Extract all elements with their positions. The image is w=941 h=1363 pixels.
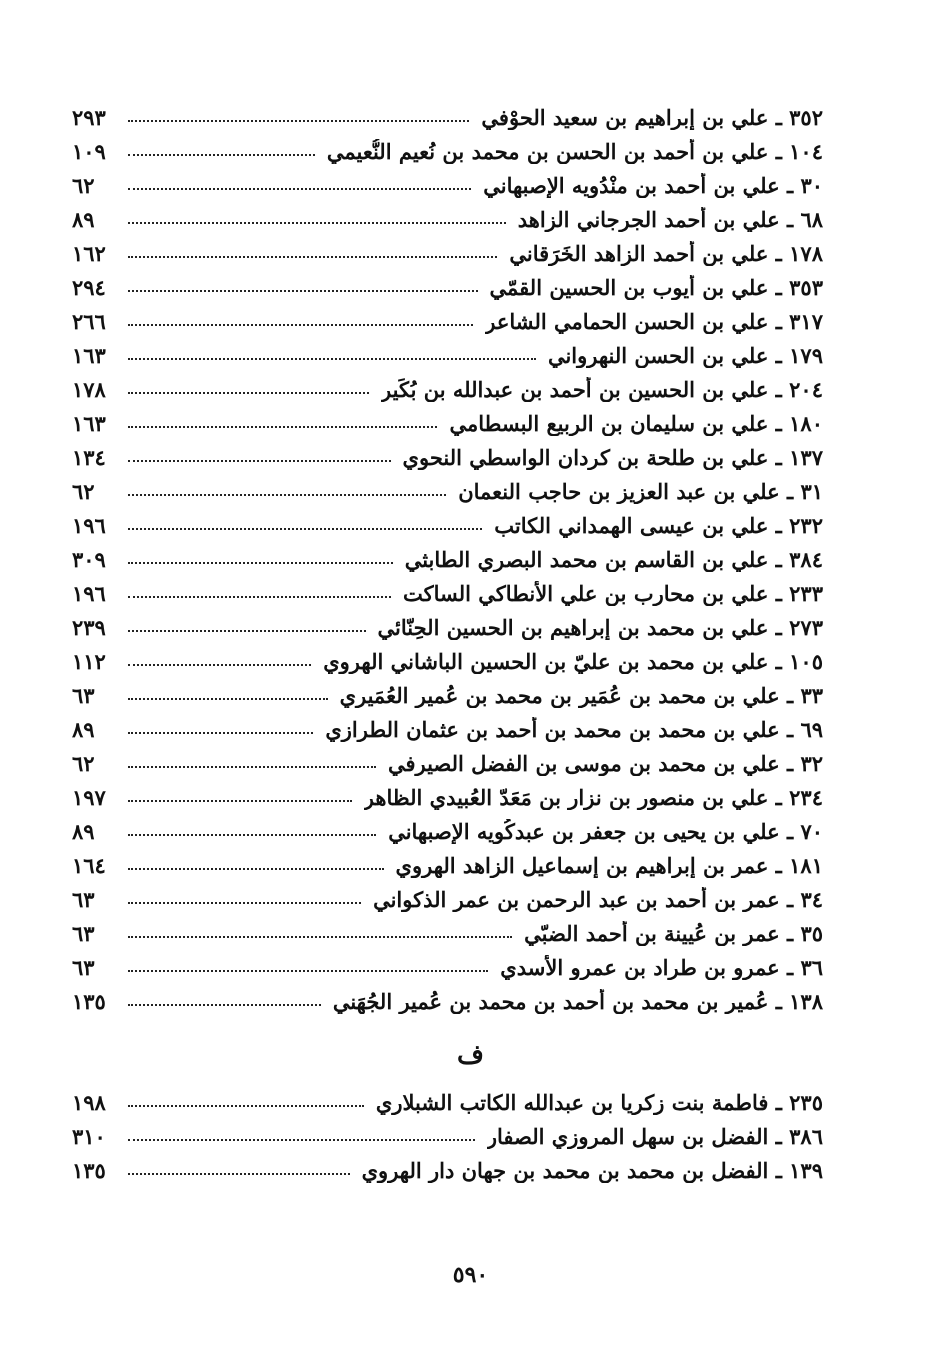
entry-label: ٣٥ ـ عمر بن عُيينة بن أحمد الضبّي xyxy=(524,920,823,946)
entry-page-number: ٣٠٩ xyxy=(72,546,106,572)
entry-page-number: ٦٢ xyxy=(72,750,95,776)
index-entry-row xyxy=(72,1119,823,1153)
entry-page-number: ٢٣٩ xyxy=(72,614,106,640)
entry-page-number: ٦٣ xyxy=(72,954,95,980)
entry-label: ٣١ ـ علي بن عبد العزيز بن حاجب النعمان xyxy=(458,478,823,504)
entry-label: ٣١٧ ـ علي بن الحسن الحمامي الشاعر xyxy=(485,308,823,334)
entry-label: ٢٣٢ ـ علي بن عيسى الهمداني الكاتب xyxy=(494,512,823,538)
entry-label: ١٣٨ ـ عُمير بن محمد بن أحمد بن محمد بن عُمير الجُهَني xyxy=(332,988,823,1014)
entry-label: ٢٣٣ ـ علي بن محارب بن علي الأنطاكي الساكت xyxy=(403,580,823,606)
entry-label: ١٧٨ ـ علي بن أحمد الزاهد الخَرَقاني xyxy=(509,240,823,266)
entry-label: ٣٠ ـ علي بن أحمد بن منْدُويه الإصبهاني xyxy=(483,172,823,198)
index-entry-row xyxy=(72,134,823,168)
index-entry-row xyxy=(72,202,823,236)
dot-leader xyxy=(128,1139,475,1141)
entry-label: ٢٣٥ ـ فاطمة بنت زكريا بن عبدالله الكاتب الشبلاري xyxy=(375,1089,823,1115)
index-entries-list-fa xyxy=(72,1085,823,1187)
entry-label: ٢٣٤ ـ علي بن منصور بن نزار بن مَعَدّ العُبيدي الظاهر xyxy=(363,784,823,810)
dot-leader xyxy=(128,1105,364,1107)
entry-page-number: ١٦٢ xyxy=(72,240,106,266)
index-entry-row xyxy=(72,508,823,542)
entry-page-number: ٢٩٤ xyxy=(72,274,106,300)
index-entry-row xyxy=(72,746,823,780)
entry-label: ٣٤ ـ عمر بن أحمد بن عبد الرحمن بن عمر الذكواني xyxy=(373,886,823,912)
index-entry-row xyxy=(72,984,823,1018)
dot-leader xyxy=(128,902,361,904)
index-entry-row xyxy=(72,610,823,644)
entry-page-number: ٨٩ xyxy=(72,206,95,232)
dot-leader xyxy=(128,358,536,360)
index-entry-row xyxy=(72,542,823,576)
dot-leader xyxy=(128,222,506,224)
index-entry-row xyxy=(72,1153,823,1187)
entry-page-number: ١٣٥ xyxy=(72,1157,106,1183)
dot-leader xyxy=(128,630,366,632)
section-heading-letter: ف xyxy=(457,1040,484,1070)
entry-page-number: ٦٢ xyxy=(72,478,95,504)
entry-label: ٢٠٤ ـ علي بن الحسين بن أحمد بن عبدالله بن بُكَير xyxy=(381,376,823,402)
index-entry-row xyxy=(72,780,823,814)
entry-label: ٦٩ ـ علي بن محمد بن محمد بن أحمد بن عثمان الطرازي xyxy=(325,716,823,742)
index-entry-row xyxy=(72,712,823,746)
index-entry-row xyxy=(72,372,823,406)
entry-page-number: ١٩٦ xyxy=(72,580,106,606)
entry-page-number: ١٧٨ xyxy=(72,376,106,402)
entry-page-number: ٢٩٣ xyxy=(72,104,106,130)
dot-leader xyxy=(128,732,313,734)
dot-leader xyxy=(128,596,391,598)
dot-leader xyxy=(128,936,512,938)
entry-page-number: ٨٩ xyxy=(72,818,95,844)
entry-page-number: ٦٣ xyxy=(72,920,95,946)
entry-label: ١٠٥ ـ علي بن محمد بن عليّ بن الحسين الباشاني الهروي xyxy=(323,648,823,674)
index-entry-row xyxy=(72,678,823,712)
entry-label: ٣٥٢ ـ علي بن إبراهيم بن سعيد الحوْفي xyxy=(481,104,823,130)
entry-label: ١٠٤ ـ علي بن أحمد بن الحسن بن محمد بن نُعيم النُّعيمي xyxy=(326,138,823,164)
index-entry-row xyxy=(72,576,823,610)
entry-label: ٧٠ ـ علي بن يحيى بن جعفر بن عبدكُويه الإصبهاني xyxy=(388,818,823,844)
dot-leader xyxy=(128,188,471,190)
dot-leader xyxy=(128,800,352,802)
dot-leader xyxy=(128,392,369,394)
index-entry-row xyxy=(72,270,823,304)
index-entry-row xyxy=(72,100,823,134)
index-entries-list xyxy=(72,100,823,1018)
entry-page-number: ٢٦٦ xyxy=(72,308,106,334)
entry-label: ٢٧٣ ـ علي بن محمد بن إبراهيم بن الحسين الحِنّائي xyxy=(377,614,823,640)
dot-leader xyxy=(128,324,473,326)
entry-label: ٣٣ ـ علي بن محمد بن عُمَير بن محمد بن عُمير العُمَيري xyxy=(339,682,823,708)
entry-page-number: ٣١٠ xyxy=(72,1123,106,1149)
entry-page-number: ١٩٧ xyxy=(72,784,106,810)
entry-label: ١٧٩ ـ علي بن الحسن النهرواني xyxy=(547,342,823,368)
dot-leader xyxy=(128,154,315,156)
entry-page-number: ١٦٣ xyxy=(72,410,106,436)
index-entry-row xyxy=(72,440,823,474)
entry-page-number: ١٣٥ xyxy=(72,988,106,1014)
entry-label: ٣٥٣ ـ علي بن أيوب بن الحسين القمّي xyxy=(489,274,823,300)
entry-page-number: ١٦٤ xyxy=(72,852,106,878)
entry-page-number: ١٣٤ xyxy=(72,444,106,470)
entry-label: ١٨٠ ـ علي بن سليمان بن الربيع البسطامي xyxy=(449,410,823,436)
index-entry-row xyxy=(72,916,823,950)
index-entry-row xyxy=(72,814,823,848)
entry-label: ١٨١ ـ عمر بن إبراهيم بن إسماعيل الزاهد الهروي xyxy=(395,852,823,878)
index-entry-row xyxy=(72,644,823,678)
entry-label: ١٣٩ ـ الفضل بن محمد بن محمد بن جهان دار الهروي xyxy=(361,1157,823,1183)
dot-leader xyxy=(128,1004,321,1006)
dot-leader xyxy=(128,494,446,496)
entry-label: ٣٢ ـ علي بن محمد بن موسى بن الفضل الصيرفي xyxy=(387,750,823,776)
entry-page-number: ٨٩ xyxy=(72,716,95,742)
index-entry-row xyxy=(72,168,823,202)
dot-leader xyxy=(128,766,376,768)
index-entry-row xyxy=(72,882,823,916)
entry-page-number: ٦٢ xyxy=(72,172,95,198)
entry-page-number: ٦٣ xyxy=(72,886,95,912)
index-entry-row xyxy=(72,236,823,270)
index-entry-row xyxy=(72,474,823,508)
entry-page-number: ٦٣ xyxy=(72,682,95,708)
entry-label: ٣٨٤ ـ علي بن القاسم بن محمد البصري الطابثي xyxy=(404,546,823,572)
dot-leader xyxy=(128,834,376,836)
dot-leader xyxy=(128,256,497,258)
dot-leader xyxy=(128,562,393,564)
dot-leader xyxy=(128,460,391,462)
entry-page-number: ١٦٣ xyxy=(72,342,106,368)
index-entry-row xyxy=(72,406,823,440)
index-entry-row xyxy=(72,338,823,372)
entry-label: ٣٨٦ ـ الفضل بن سهل المروزي الصفار xyxy=(486,1123,823,1149)
dot-leader xyxy=(128,120,469,122)
index-entry-row xyxy=(72,950,823,984)
dot-leader xyxy=(128,1173,350,1175)
index-entry-row xyxy=(72,848,823,882)
dot-leader xyxy=(128,290,478,292)
index-entry-row xyxy=(72,1085,823,1119)
entry-page-number: ١٠٩ xyxy=(72,138,106,164)
dot-leader xyxy=(128,528,482,530)
dot-leader xyxy=(128,426,437,428)
entry-label: ٣٦ ـ عمرو بن طراد بن عمرو الأسدي xyxy=(500,954,823,980)
entry-label: ٦٨ ـ علي بن أحمد الجرجاني الزاهد xyxy=(517,206,823,232)
entry-page-number: ١٩٦ xyxy=(72,512,106,538)
dot-leader xyxy=(128,664,311,666)
dot-leader xyxy=(128,698,328,700)
page-number: ٥٩٠ xyxy=(452,1262,489,1288)
entry-label: ١٣٧ ـ علي بن طلحة بن كردان الواسطي النحوي xyxy=(402,444,823,470)
dot-leader xyxy=(128,970,488,972)
index-entry-row xyxy=(72,304,823,338)
entry-page-number: ١١٢ xyxy=(72,648,106,674)
entry-page-number: ١٩٨ xyxy=(72,1089,106,1115)
dot-leader xyxy=(128,868,384,870)
